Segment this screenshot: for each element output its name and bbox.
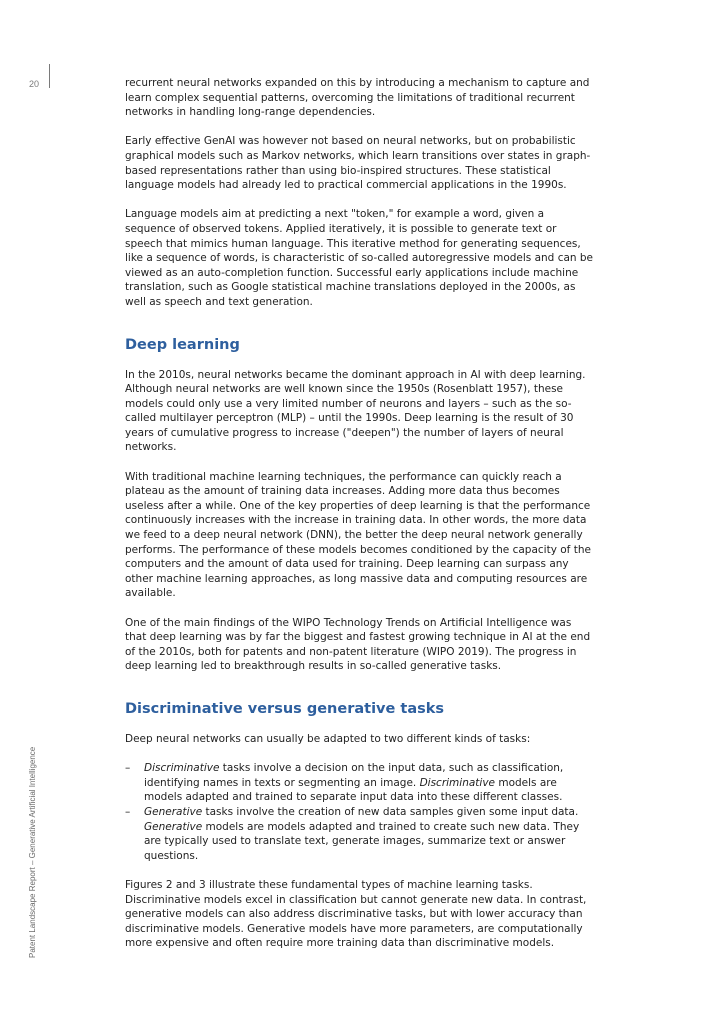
list-item-discriminative bbox=[125, 761, 595, 805]
page-number-divider bbox=[49, 64, 50, 88]
task-list bbox=[125, 761, 595, 863]
intro-paragraph-1: recurrent neural networks expanded on this by introducing a mechanism to capture and learn complex sequential patterns, overcoming the limitations of traditional recurrent networks in handling long-range dependencies. bbox=[125, 77, 590, 119]
deep-learning-paragraph-2: With traditional machine learning techniques, the performance can quickly reach a plateau as the amount of training data increases. Adding more data thus becomes useless after a while. One of the key properties of deep learning is that the performance continuously increases with the increase in training data. In other words, the more data we feed to a deep neural network (DNN), the better the deep neural network generally performs. The performance of these models becomes conditioned by the capacity of the computers and the amount of data used for training. Deep learning can surpass any other machine learning approaches, as long massive data and computing resources are available. bbox=[125, 470, 591, 600]
bullet-dash: – bbox=[125, 805, 131, 818]
main-content bbox=[125, 76, 595, 965]
closing-paragraph: Figures 2 and 3 illustrate these fundamental types of machine learning tasks. Discriminative models excel in classification but cannot generate new data. In contrast, generative models can also address discriminative tasks, but with lower accuracy than discriminative models. Generative models have more parameters, are computationally more expensive and often require more training data than discriminative models. bbox=[125, 878, 587, 950]
deep-learning-paragraph-1: In the 2010s, neural networks became the dominant approach in AI with deep learning. Although neural networks are well known since the 1950s (Rosenblatt 1957), these models could only use a very limited number of neurons and layers – such as the so-called multilayer perceptron (MLP) – until the 1990s. Deep learning is the result of 30 years of cumulative progress to increase ("deepen") the number of layers of neural networks. bbox=[125, 368, 586, 454]
heading-deep-learning: Deep learning bbox=[125, 336, 240, 353]
item-text: models are models adapted and trained to separate input data into these different classes. bbox=[144, 776, 563, 804]
running-title: Patent Landscape Report – Generative Artificial Intelligence bbox=[28, 746, 37, 958]
bullet-dash: – bbox=[125, 762, 131, 775]
heading-discriminative-generative: Discriminative versus generative tasks bbox=[125, 700, 445, 717]
term-generative: Generative bbox=[144, 805, 203, 818]
list-item-generative bbox=[125, 805, 595, 863]
item-text: tasks involve the creation of new data samples given some input data. bbox=[202, 805, 579, 818]
term-discriminative: Discriminative bbox=[144, 762, 220, 775]
page-number: 20 bbox=[29, 79, 40, 89]
item-text: tasks involve a decision on the input data, such as classification, identifying names in texts or segmenting an image. bbox=[144, 762, 564, 789]
tasks-intro: Deep neural networks can usually be adapted to two different kinds of tasks: bbox=[125, 732, 531, 745]
term-discriminative-2: Discriminative bbox=[419, 776, 496, 789]
intro-paragraph-3: Language models aim at predicting a next "token," for example a word, given a sequence of observed tokens. Applied iteratively, it is possible to generate text or speech that mimics human language. This iterative method for generating sequences, like a sequence of words, is characteristic of so-called autoregressive models and can be viewed as an auto-completion function. Successful early applications include machine translation, such as Google statistical machine translations deployed in the 2000s, as well as speech and text generation. bbox=[125, 208, 594, 308]
item-text: models are models adapted and trained to create such new data. They are typically used to translate text, generate images, summarize text or answer questions. bbox=[144, 820, 580, 862]
deep-learning-paragraph-3: One of the main findings of the WIPO Technology Trends on Artificial Intelligence was that deep learning was by far the biggest and fastest growing technique in AI at the end of the 2010s, both for patents and non-patent literature (WIPO 2019). The progress in deep learning led to breakthrough results in so-called generative tasks. bbox=[125, 616, 591, 673]
term-generative-2: Generative bbox=[144, 820, 203, 833]
intro-paragraph-2: Early effective GenAI was however not based on neural networks, but on probabilistic graphical models such as Markov networks, which learn transitions over states in graph-based representations rather than using bio-inspired structures. These statistical language models had already led to practical commercial applications in the 1990s. bbox=[125, 135, 591, 192]
